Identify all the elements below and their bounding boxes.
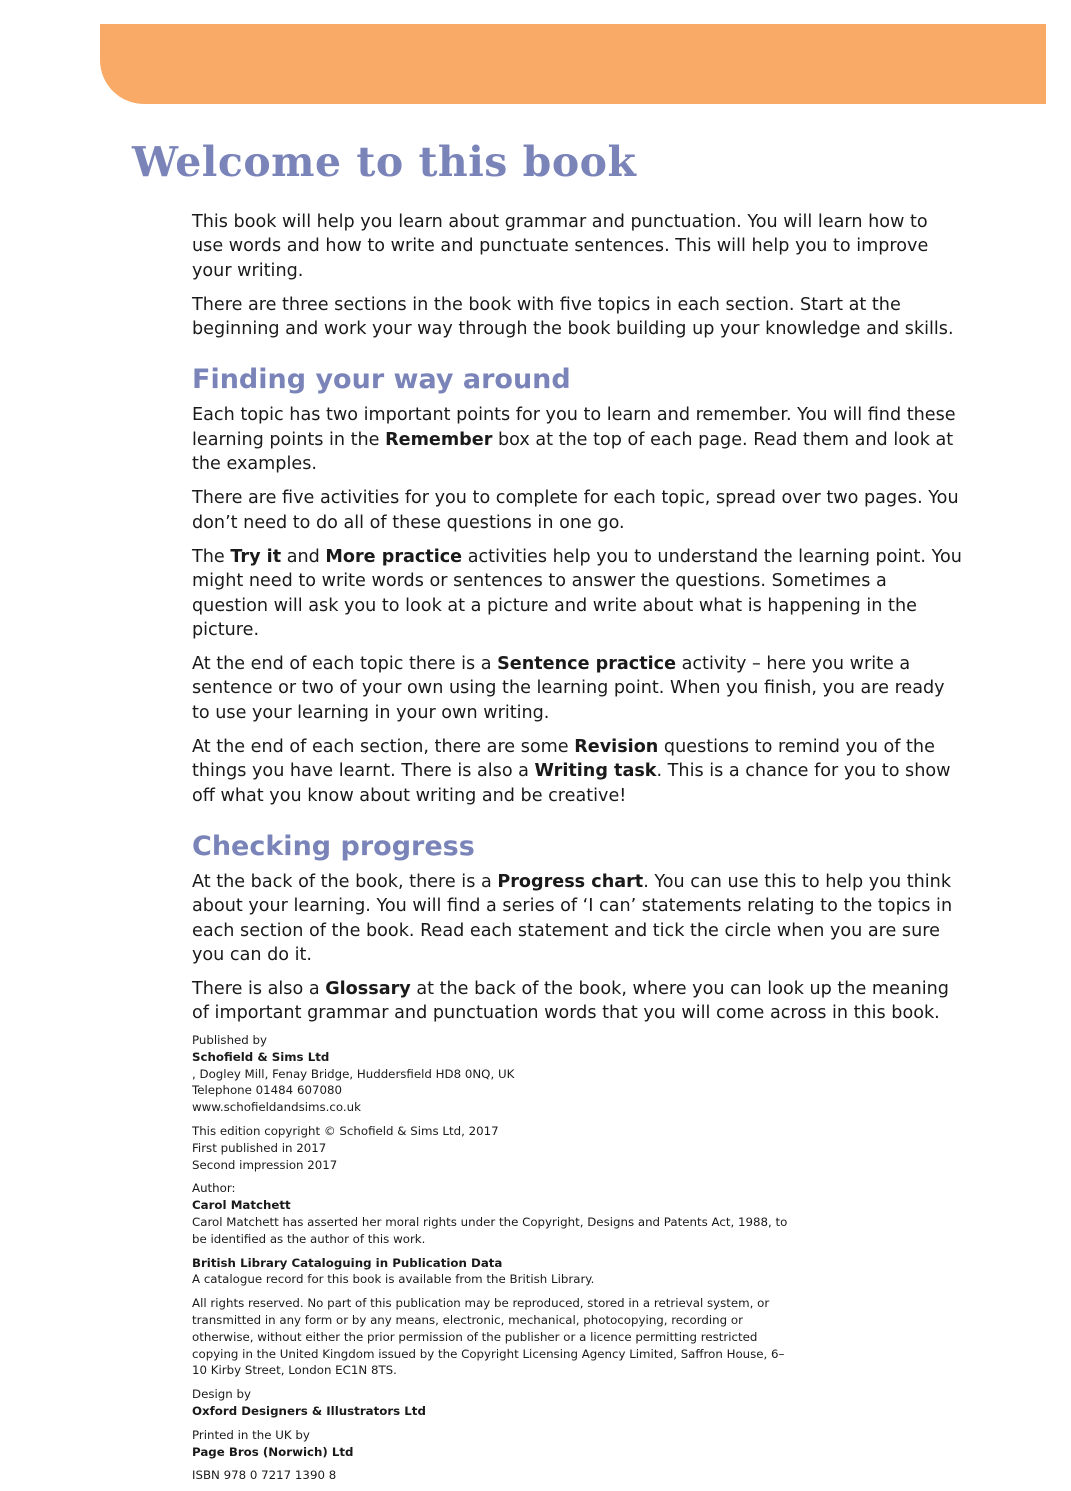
finding-paragraph-2: There are five activities for you to complete for each topic, spread over two pages. You don’t need to do all of these questions in one go. [192,488,959,533]
website: www.schofieldandsims.co.uk [192,1100,361,1115]
finding-heading: Finding your way around [192,364,571,396]
author-name: Carol Matchett [192,1198,291,1213]
intro-paragraph-1: This book will help you learn about grammar and punctuation. You will learn how to use words and how to write and punctuate sentences. This will help you to improve your writing. [192,212,929,281]
cip-block: British Library Cataloguing in Publication Data A catalogue record for this book is available from the British Library. [192,1255,595,1287]
writing-task-term: Writing task [534,761,657,782]
finding-paragraph-3: The Try it and More practice activities help you to understand the learning point. You might need to write words or sentences to answer the questions. Sometimes a question will ask you to look at a picture and write about what is happening in the picture. [192,546,962,640]
printer-credit: Printed in the UK by Page Bros (Norwich) Ltd [192,1427,354,1459]
progress-chart-term: Progress chart [497,871,644,892]
glossary-term: Glossary [325,979,411,1000]
revision-term: Revision [574,737,659,758]
checking-paragraph-2: There is also a Glossary at the back of the book, where you can look up the meaning of important grammar and punctuation words that you will come across in this book. [192,979,949,1024]
publisher-name: Schofield & Sims Ltd [192,1049,330,1064]
finding-paragraph-4: At the end of each topic there is a Sentence practice activity – here you write a sentence or two of your own using the learning point. When you finish, you are ready to use your learning in your own writing. [192,654,945,723]
sentence-practice-term: Sentence practice [497,654,676,675]
finding-paragraph-5: At the end of each section, there are some Revision questions to remind you of the things you have learnt. There is also a Writing task. This is a chance for you to show off what you know about writing and be creative! [192,737,951,806]
checking-heading: Checking progress [192,830,475,862]
main-content [192,210,962,1036]
imprint [192,1032,792,1491]
edition-block: This edition copyright © Schofield & Sims Ltd, 2017 First published in 2017 Second impression 2017 [192,1123,499,1172]
publisher-block: Published by Schofield & Sims Ltd , Dogley Mill, Fenay Bridge, Huddersfield HD8 0NQ, UK Telephone 01484 607080 www.schofieldandsims.co.uk [192,1032,792,1116]
try-it-term: Try it [230,546,282,567]
telephone: Telephone 01484 607080 [192,1083,342,1098]
remember-term: Remember [385,429,493,450]
more-practice-term: More practice [325,546,463,567]
page-title: Welcome to this book [132,138,637,186]
intro-paragraph-2: There are three sections in the book with five topics in each section. Start at the beginning and work your way through the book building up your knowledge and skills. [192,294,954,340]
cip-heading: British Library Cataloguing in Publication Data [192,1255,503,1270]
finding-paragraph-1: Each topic has two important points for you to learn and remember. You will find these learning points in the Remember box at the top of each page. Read them and look at the examples. [192,405,956,475]
header-banner [100,24,1046,104]
design-credit: Design by Oxford Designers & Illustrators Ltd [192,1387,426,1418]
rights-block: All rights reserved. No part of this publication may be reproduced, stored in a retrieval system, or transmitted in any form or by any means, electronic, mechanical, photocopying, recording or otherwise, without either the prior permission of the publisher or a licence permitting restricted copying in the United Kingdom issued by the Copyright Licensing Agency Limited, Saffron House, 6–10 Kirby Street, London EC1N 8TS. [192,1296,785,1378]
author-block: Author: Carol Matchett Carol Matchett has asserted her moral rights under the Copyright, Designs and Patents Act, 1988, to be identified as the author of this work. [192,1181,788,1246]
checking-paragraph-1: At the back of the book, there is a Progress chart. You can use this to help you think about your learning. You will find a series of ‘I can’ statements relating to the topics in each section of the book. Read each statement and tick the circle when you are sure you can do it. [192,871,953,965]
isbn: ISBN 978 0 7217 1390 8 [192,1468,337,1483]
